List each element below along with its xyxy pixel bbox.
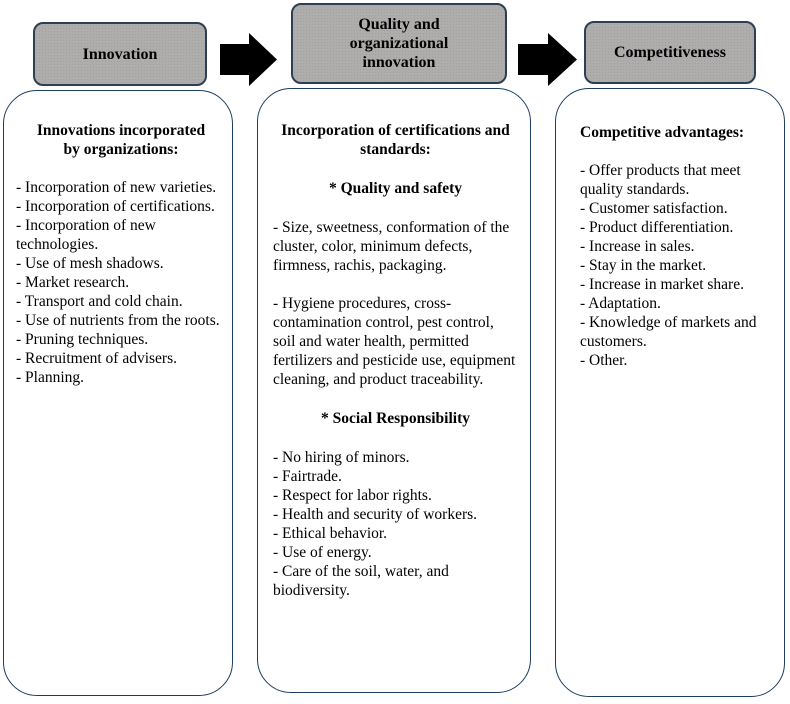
list-item: - Customer satisfaction. xyxy=(580,200,728,217)
list-item: - Offer products that meet quality standards. xyxy=(580,162,741,198)
social-responsibility-subtitle: * Social Responsibility xyxy=(321,410,470,427)
header-box-competitiveness xyxy=(584,21,756,84)
list-item: - Use of mesh shadows. xyxy=(16,255,164,272)
list-item: - Pruning techniques. xyxy=(16,331,149,348)
list-item: - Care of the soil, water, and biodiversity. xyxy=(273,563,449,599)
list-item: - Knowledge of markets and customers. xyxy=(580,314,757,350)
list-item: - Incorporation of new varieties. xyxy=(16,179,217,196)
list-item: - Transport and cold chain. xyxy=(16,293,183,310)
quality-paragraph: - Hygiene procedures, cross-contamination control, pest control, soil and water health, permitted fertilizers and pesticide use, equipment cleaning, and product traceability. xyxy=(273,295,516,388)
list-item: - Respect for labor rights. xyxy=(273,487,432,504)
certifications-standards-box xyxy=(257,88,531,693)
quality-safety-subtitle: * Quality and safety xyxy=(328,180,463,197)
box-title: Incorporation of certifications and standards: xyxy=(281,122,510,158)
box-title: Competitive advantages: xyxy=(580,124,745,141)
list-item: - Market research. xyxy=(16,274,130,291)
innovation-list-box xyxy=(3,90,233,696)
header-box-quality-organizational-innovation xyxy=(291,3,507,84)
list-item: - Use of energy. xyxy=(273,544,372,561)
header-box-innovation xyxy=(33,22,207,86)
header-label: Innovation xyxy=(82,45,158,63)
list-item: - Adaptation. xyxy=(580,295,661,312)
list-item: - Fairtrade. xyxy=(273,468,342,485)
competitive-advantages-box xyxy=(555,88,785,697)
list-item: - Recruitment of advisers. xyxy=(16,350,177,367)
list-item: - Increase in market share. xyxy=(580,276,744,293)
social-responsibility-list xyxy=(273,448,518,600)
list-item: - Product differentiation. xyxy=(580,219,734,236)
list-item: - No hiring of minors. xyxy=(273,449,410,466)
header-label: Quality and organizational innovation xyxy=(349,16,449,71)
quality-paragraph: - Size, sweetness, conformation of the cluster, color, minimum defects, firmness, rachis, packaging. xyxy=(273,219,510,274)
competitive-advantages-list xyxy=(580,161,776,370)
list-item: - Ethical behavior. xyxy=(273,525,388,542)
list-item: - Health and security of workers. xyxy=(273,506,478,523)
list-item: - Incorporation of new technologies. xyxy=(16,217,156,253)
list-item: - Use of nutrients from the roots. xyxy=(16,312,220,329)
header-label: Competitiveness xyxy=(614,44,726,61)
list-item: - Increase in sales. xyxy=(580,238,695,255)
arrow-right-icon xyxy=(220,33,277,86)
innovation-list xyxy=(16,178,226,387)
list-item: - Stay in the market. xyxy=(580,257,707,274)
box-title: Innovations incorporated by organizations: xyxy=(36,122,206,158)
list-item: - Planning. xyxy=(16,369,85,386)
list-item: - Other. xyxy=(580,352,628,369)
arrow-right-icon xyxy=(518,33,577,86)
list-item: - Incorporation of certifications. xyxy=(16,198,215,215)
